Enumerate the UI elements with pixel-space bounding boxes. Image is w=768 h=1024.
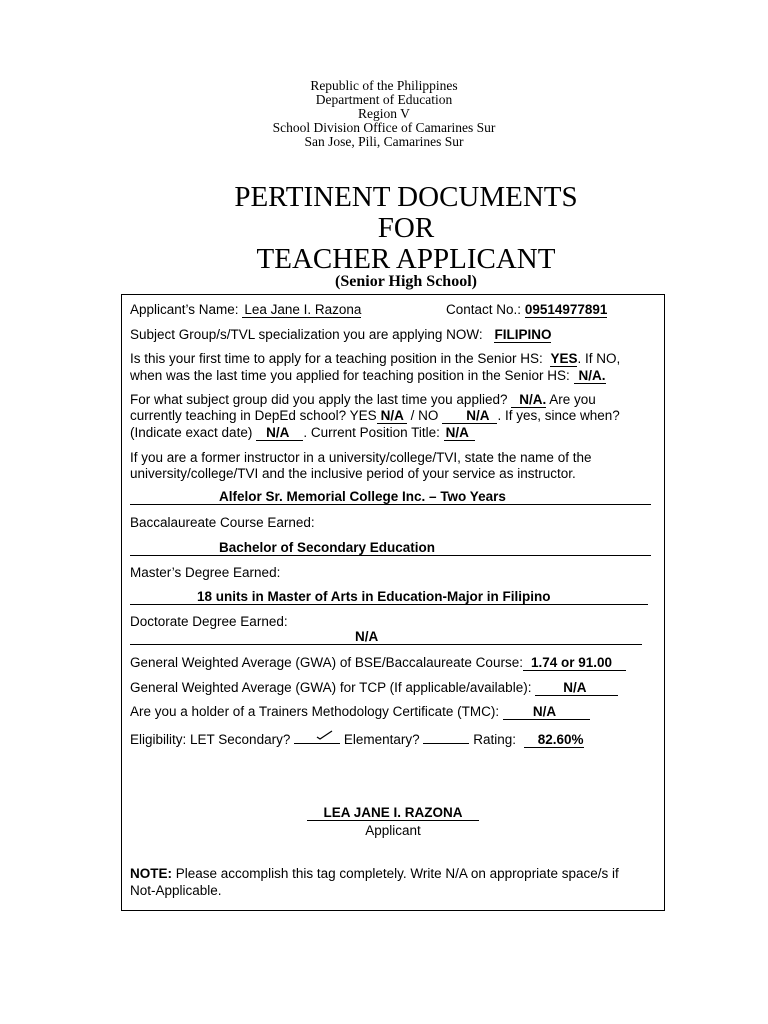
teaching-after: . If yes, since when?	[497, 408, 620, 423]
exact-date-row	[130, 425, 475, 441]
masters-answer-line	[130, 589, 648, 605]
gwa-tcp-row	[130, 680, 618, 696]
doctorate-value: N/A	[355, 629, 379, 644]
tmc-label: Are you a holder of a Trainers Methodology Certificate (TMC):	[130, 704, 500, 719]
first-time-value: YES	[550, 351, 578, 366]
rating-label: Rating:	[473, 732, 516, 747]
teaching-no-label: / NO	[410, 408, 439, 423]
teaching-row	[130, 408, 620, 424]
masters-value: 18 units in Master of Arts in Education-Major in Filipino	[197, 589, 551, 604]
instructor-answer-line	[130, 489, 651, 505]
last-applied-question: when was the last time you applied for teaching position in the Senior HS:	[130, 368, 570, 383]
title-line-1: PERTINENT DOCUMENTS	[234, 181, 578, 213]
exact-date-question: (Indicate exact date)	[130, 425, 253, 440]
tmc-value: N/A	[503, 705, 590, 720]
bacc-answer-line	[130, 540, 651, 556]
header-address: San Jose, Pili, Camarines Sur	[304, 134, 464, 149]
doctorate-label: Doctorate Degree Earned:	[130, 614, 288, 629]
subject-label: Subject Group/s/TVL specialization you are applying NOW:	[130, 327, 483, 342]
last-applied-value: N/A.	[574, 369, 606, 384]
teaching-no-value: N/A	[442, 409, 497, 424]
title-subtitle: (Senior High School)	[335, 273, 477, 290]
teaching-question: currently teaching in DepEd school? YES	[130, 408, 377, 423]
contact-label: Contact No.:	[446, 302, 522, 317]
signature-role: Applicant	[365, 823, 421, 838]
position-value: N/A	[444, 426, 475, 441]
last-subject-value: N/A.	[511, 393, 546, 408]
bacc-value: Bachelor of Secondary Education	[219, 540, 436, 555]
last-subject-after: Are you	[549, 392, 596, 407]
elementary-label: Elementary?	[343, 732, 420, 747]
doctorate-answer-line	[130, 629, 642, 645]
subject-row	[130, 327, 551, 343]
note-line-1	[130, 866, 619, 882]
instructor-question-2: university/college/TVI and the inclusive period of your service as instructor.	[130, 466, 576, 481]
gwa-bse-value: 1.74 or 91.00	[523, 656, 626, 671]
eligibility-row	[130, 729, 584, 748]
tmc-row	[130, 704, 590, 720]
eligibility-label: Eligibility: LET Secondary?	[130, 732, 291, 747]
first-time-row	[130, 351, 620, 367]
note-text-1: Please accomplish this tag completely. Write N/A on appropriate space/s if	[175, 866, 619, 881]
gwa-tcp-value: N/A	[535, 681, 618, 696]
applicant-name-row	[130, 302, 361, 318]
first-time-after: . If NO,	[577, 351, 621, 366]
last-subject-row	[130, 392, 596, 408]
position-label: . Current Position Title:	[303, 425, 440, 440]
title-line-2: FOR	[377, 212, 435, 244]
subject-value: FILIPINO	[494, 327, 552, 342]
masters-label: Master’s Degree Earned:	[130, 565, 281, 580]
note-label: NOTE:	[130, 866, 172, 881]
last-applied-row	[130, 368, 606, 384]
header-division: School Division Office of Camarines Sur	[272, 120, 496, 135]
header-region: Region V	[358, 106, 410, 121]
elementary-blank	[423, 729, 469, 744]
header-republic: Republic of the Philippines	[310, 78, 458, 93]
last-subject-question: For what subject group did you apply the last time you applied?	[130, 392, 508, 407]
first-time-question: Is this your first time to apply for a teaching position in the Senior HS:	[130, 351, 543, 366]
signature-block	[121, 805, 665, 821]
rating-value: 82.60%	[524, 733, 584, 748]
check-mark-icon	[316, 730, 334, 740]
gwa-bse-label: General Weighted Average (GWA) of BSE/Baccalaureate Course:	[130, 655, 523, 670]
signature-name: LEA JANE I. RAZONA	[307, 806, 478, 821]
teaching-yes-value: N/A	[377, 409, 407, 424]
bacc-label: Baccalaureate Course Earned:	[130, 515, 315, 530]
applicant-name-label: Applicant’s Name:	[130, 302, 239, 317]
instructor-question-1: If you are a former instructor in a university/college/TVI, state the name of the	[130, 450, 592, 465]
applicant-name-value: Lea Jane I. Razona	[244, 302, 362, 317]
exact-date-value: N/A	[256, 426, 303, 441]
contact-value: 09514977891	[524, 302, 608, 317]
gwa-tcp-label: General Weighted Average (GWA) for TCP (If applicable/available):	[130, 680, 532, 695]
contact-row	[446, 302, 607, 318]
note-line-2: Not-Applicable.	[130, 883, 222, 898]
let-secondary-blank	[294, 729, 340, 744]
instructor-value: Alfelor Sr. Memorial College Inc. – Two Years	[219, 489, 506, 504]
title-line-3: TEACHER APPLICANT	[256, 243, 556, 275]
gwa-bse-row	[130, 655, 626, 671]
header-department: Department of Education	[315, 92, 453, 107]
